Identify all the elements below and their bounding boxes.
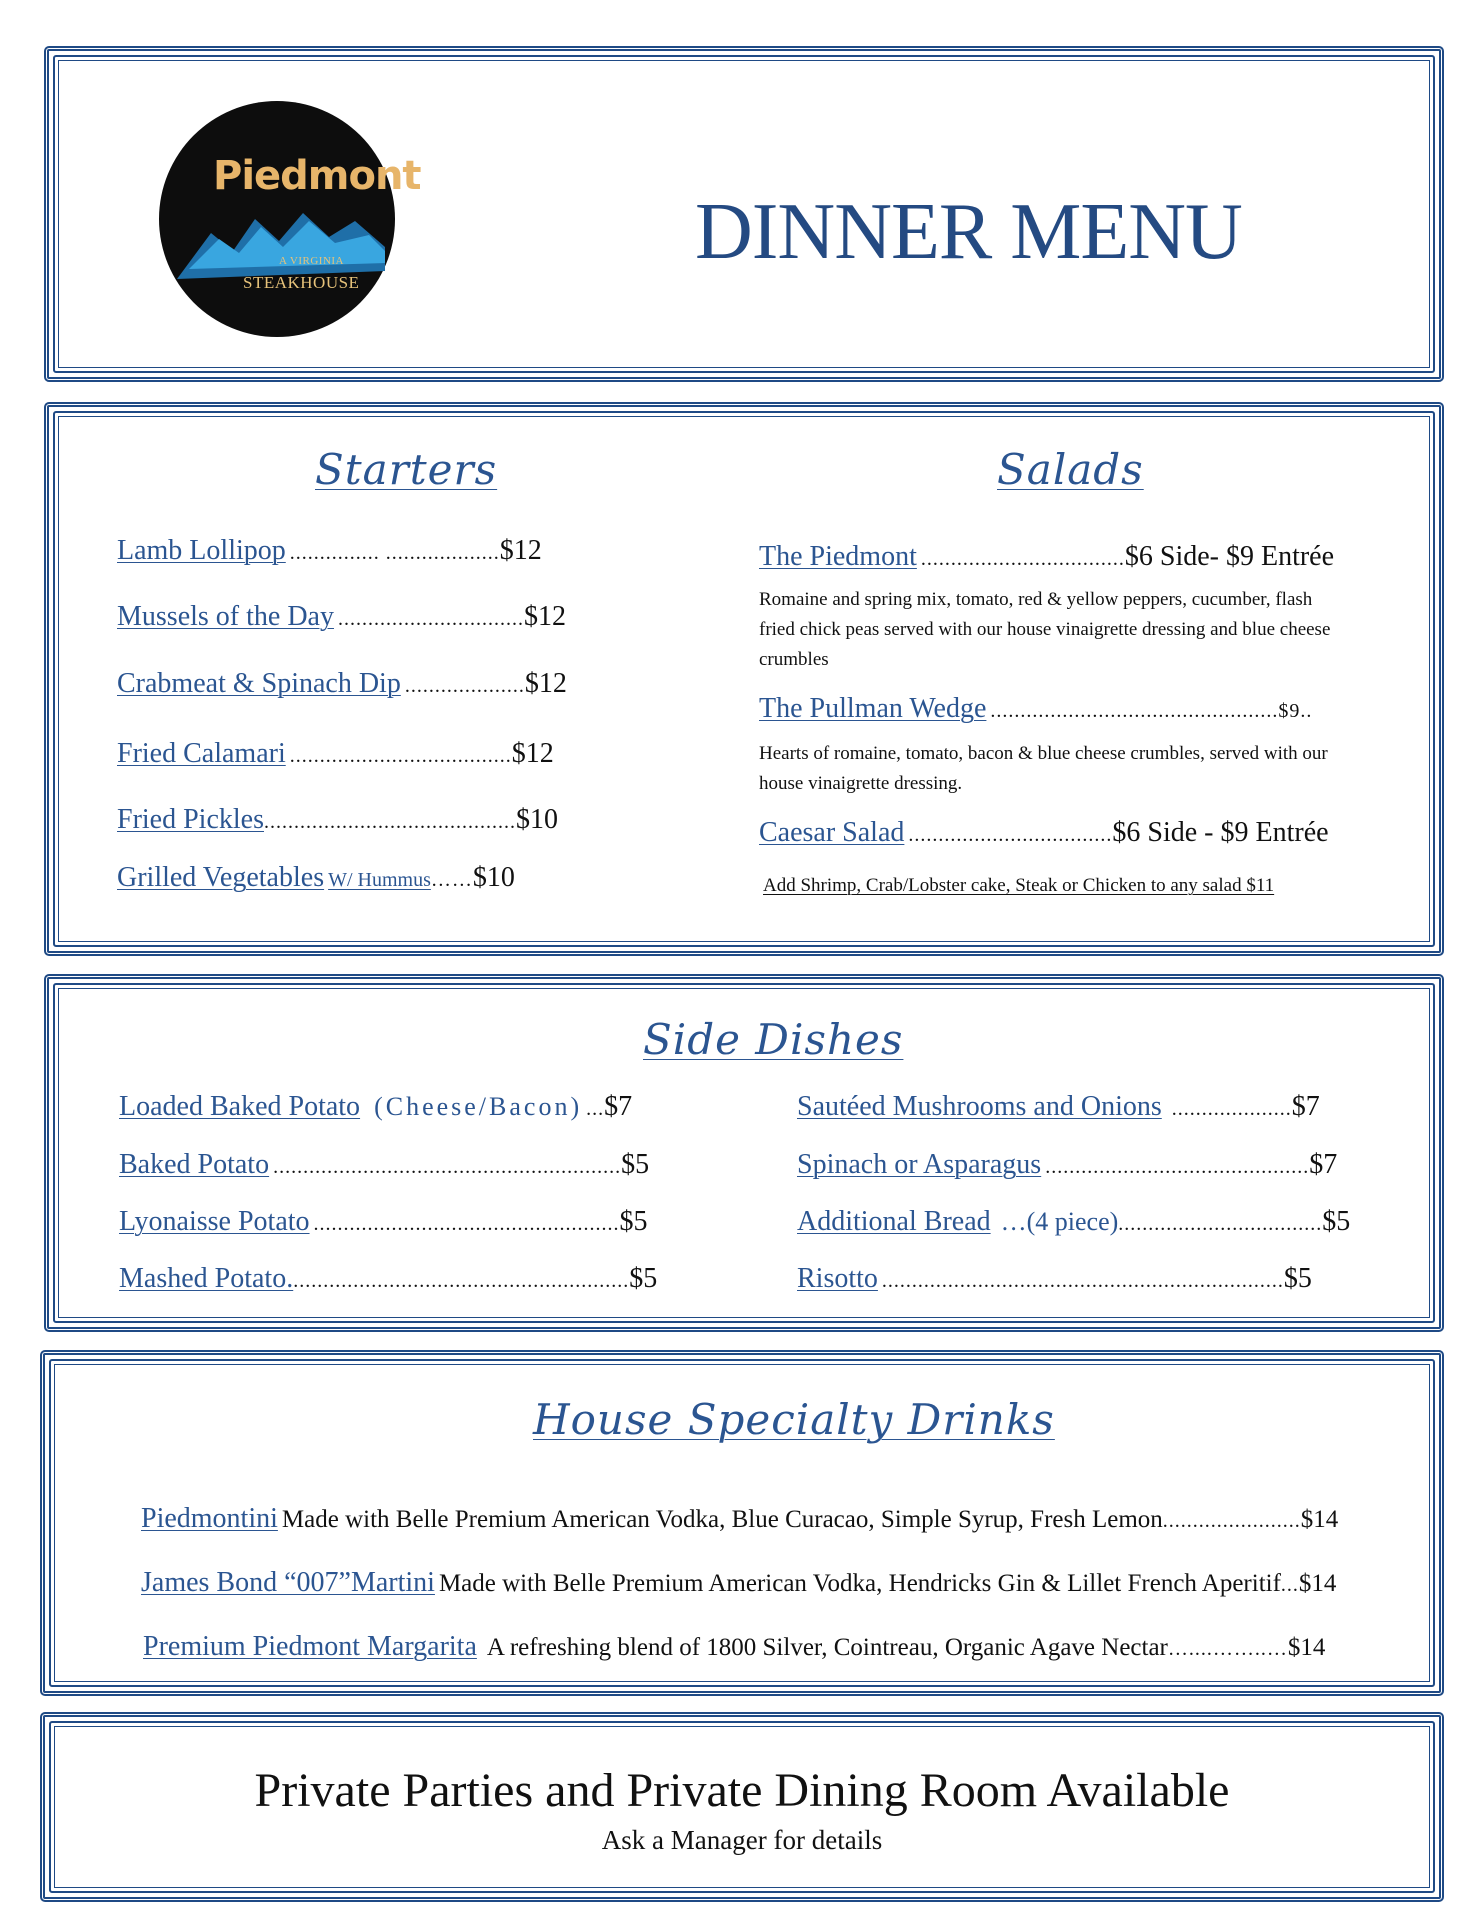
item-name: Piedmontini xyxy=(141,1503,278,1534)
item-note: W/ Hummus xyxy=(328,869,431,891)
footer-subtitle: Ask a Manager for details xyxy=(601,1825,883,1855)
item-name: Lyonaisse Potato xyxy=(119,1206,310,1237)
item-price: $5 xyxy=(1322,1206,1351,1237)
item-name: Crabmeat & Spinach Dip xyxy=(117,668,401,699)
item-note: …(4 piece) xyxy=(1000,1207,1119,1236)
salads-heading: Salads xyxy=(997,445,1144,494)
item-dots: .................... xyxy=(404,675,525,697)
item-price: $5 xyxy=(1283,1263,1312,1294)
item-price: $10 xyxy=(472,862,515,893)
logo-subtitle: STEAKHOUSE xyxy=(243,273,360,292)
side-dishes-panel xyxy=(44,974,1444,1332)
item-name: Mashed Potato. xyxy=(119,1263,294,1294)
starters-salads-panel xyxy=(44,402,1444,956)
item-name: The Pullman Wedge xyxy=(759,693,987,724)
list-item xyxy=(141,1567,1336,1599)
item-name: Fried Calamari xyxy=(117,738,286,769)
item-price: $14 xyxy=(1298,1570,1337,1597)
item-dots: …… xyxy=(430,869,473,891)
list-item xyxy=(117,535,542,567)
piedmont-logo xyxy=(159,101,421,337)
list-item xyxy=(797,1091,1320,1123)
item-price: $14 xyxy=(1300,1506,1339,1533)
item-dots: .................................. xyxy=(920,548,1125,570)
item-dots: ............................... xyxy=(337,608,524,630)
item-name: Baked Potato xyxy=(119,1149,270,1180)
item-name: The Piedmont xyxy=(759,541,917,572)
logo-wordmark: Piedmont xyxy=(213,153,421,199)
item-dots: .................................. xyxy=(908,824,1113,846)
item-dots: ............... ................... xyxy=(289,542,500,564)
item-dots: ................................................ xyxy=(990,700,1279,722)
item-dots: .................... xyxy=(1171,1098,1292,1120)
private-parties-panel xyxy=(40,1712,1444,1902)
list-item xyxy=(117,862,515,894)
item-name: Sautéed Mushrooms and Onions xyxy=(797,1091,1162,1122)
footer-title: Private Parties and Private Dining Room Available xyxy=(254,1764,1230,1817)
item-price: $12 xyxy=(511,738,554,769)
mountain-icon xyxy=(159,101,395,337)
item-description: Made with Belle Premium American Vodka, Blue Curacao, Simple Syrup, Fresh Lemon xyxy=(281,1506,1163,1533)
item-note: (Cheese/Bacon) xyxy=(374,1092,583,1121)
item-name: Loaded Baked Potato xyxy=(119,1091,361,1122)
item-dots: .......................................... xyxy=(264,811,516,833)
item-dots: .......................................................... xyxy=(273,1156,622,1178)
item-name: Caesar Salad xyxy=(759,817,905,848)
list-item xyxy=(119,1091,632,1123)
item-name: Mussels of the Day xyxy=(117,601,334,632)
drinks-panel xyxy=(40,1350,1444,1696)
item-price: $12 xyxy=(499,535,542,566)
salad-addon-note: Add Shrimp, Crab/Lobster cake, Steak or Chicken to any salad $11 xyxy=(763,875,1275,896)
list-item xyxy=(797,1263,1312,1295)
item-description: A refreshing blend of 1800 Silver, Cointreau, Organic Agave Nectar xyxy=(486,1634,1168,1661)
item-price: $9.. xyxy=(1278,700,1313,722)
item-name: Spinach or Asparagus xyxy=(797,1149,1042,1180)
item-dots: ............................................ xyxy=(1045,1156,1310,1178)
logo-tagline: A VIRGINIA xyxy=(279,255,344,267)
list-item xyxy=(143,1631,1325,1663)
item-price: $7 xyxy=(1291,1091,1320,1122)
item-dots: ... xyxy=(1280,1574,1299,1596)
item-dots: ................................................................... xyxy=(881,1270,1284,1292)
list-item xyxy=(117,668,567,700)
list-item xyxy=(797,1206,1350,1238)
list-item xyxy=(119,1149,649,1181)
item-price: $10 xyxy=(516,804,558,835)
list-item xyxy=(759,541,1334,573)
item-dots: ... xyxy=(586,1098,605,1120)
item-price: $5 xyxy=(629,1263,658,1294)
item-dots: …....……..… xyxy=(1167,1638,1288,1660)
item-description: Made with Belle Premium American Vodka, Hendricks Gin & Lillet French Aperitif xyxy=(438,1570,1281,1597)
item-name: Additional Bread xyxy=(797,1206,991,1237)
list-item xyxy=(119,1206,648,1238)
item-price: $6 Side- $9 Entrée xyxy=(1124,541,1335,572)
item-price: $12 xyxy=(524,668,567,699)
list-item xyxy=(759,817,1329,849)
item-description: Romaine and spring mix, tomato, red & yellow peppers, cucumber, flash fried chick peas served with our house vinaigrette dressing and blue cheese crumbles xyxy=(759,589,1331,670)
item-dots: .................................. xyxy=(1118,1213,1323,1235)
starters-heading: Starters xyxy=(315,445,498,494)
item-price: $12 xyxy=(523,601,566,632)
item-price: $6 Side - $9 Entrée xyxy=(1112,817,1329,848)
item-name: Premium Piedmont Margarita xyxy=(143,1631,477,1662)
list-item xyxy=(117,738,554,770)
item-name: Lamb Lollipop xyxy=(117,535,286,566)
item-dots: ....................... xyxy=(1162,1510,1301,1532)
item-price: $7 xyxy=(1309,1149,1338,1180)
list-item xyxy=(141,1503,1338,1535)
item-price: $5 xyxy=(619,1206,648,1237)
item-dots: ..................................... xyxy=(289,745,512,767)
side-dishes-heading: Side Dishes xyxy=(643,1015,904,1064)
list-item xyxy=(119,1263,657,1295)
item-description: Hearts of romaine, tomato, bacon & blue cheese crumbles, served with our house vinaigrette dressing. xyxy=(759,743,1328,794)
item-price: $7 xyxy=(604,1091,633,1122)
header-panel xyxy=(44,46,1444,382)
list-item xyxy=(797,1149,1337,1181)
item-name: Fried Pickles xyxy=(117,804,264,835)
item-price: $5 xyxy=(621,1149,650,1180)
list-item xyxy=(117,804,558,836)
drinks-heading: House Specialty Drinks xyxy=(533,1395,1055,1444)
item-price: $14 xyxy=(1287,1634,1326,1661)
item-dots: ........................................................ xyxy=(293,1270,630,1292)
item-dots: ................................................... xyxy=(313,1213,620,1235)
item-name: James Bond “007”Martini xyxy=(141,1567,435,1598)
list-item xyxy=(117,601,566,633)
list-item xyxy=(759,693,1312,725)
item-name: Risotto xyxy=(797,1263,878,1294)
page-title: DINNER MENU xyxy=(695,188,1242,276)
item-name: Grilled Vegetables xyxy=(117,862,325,893)
